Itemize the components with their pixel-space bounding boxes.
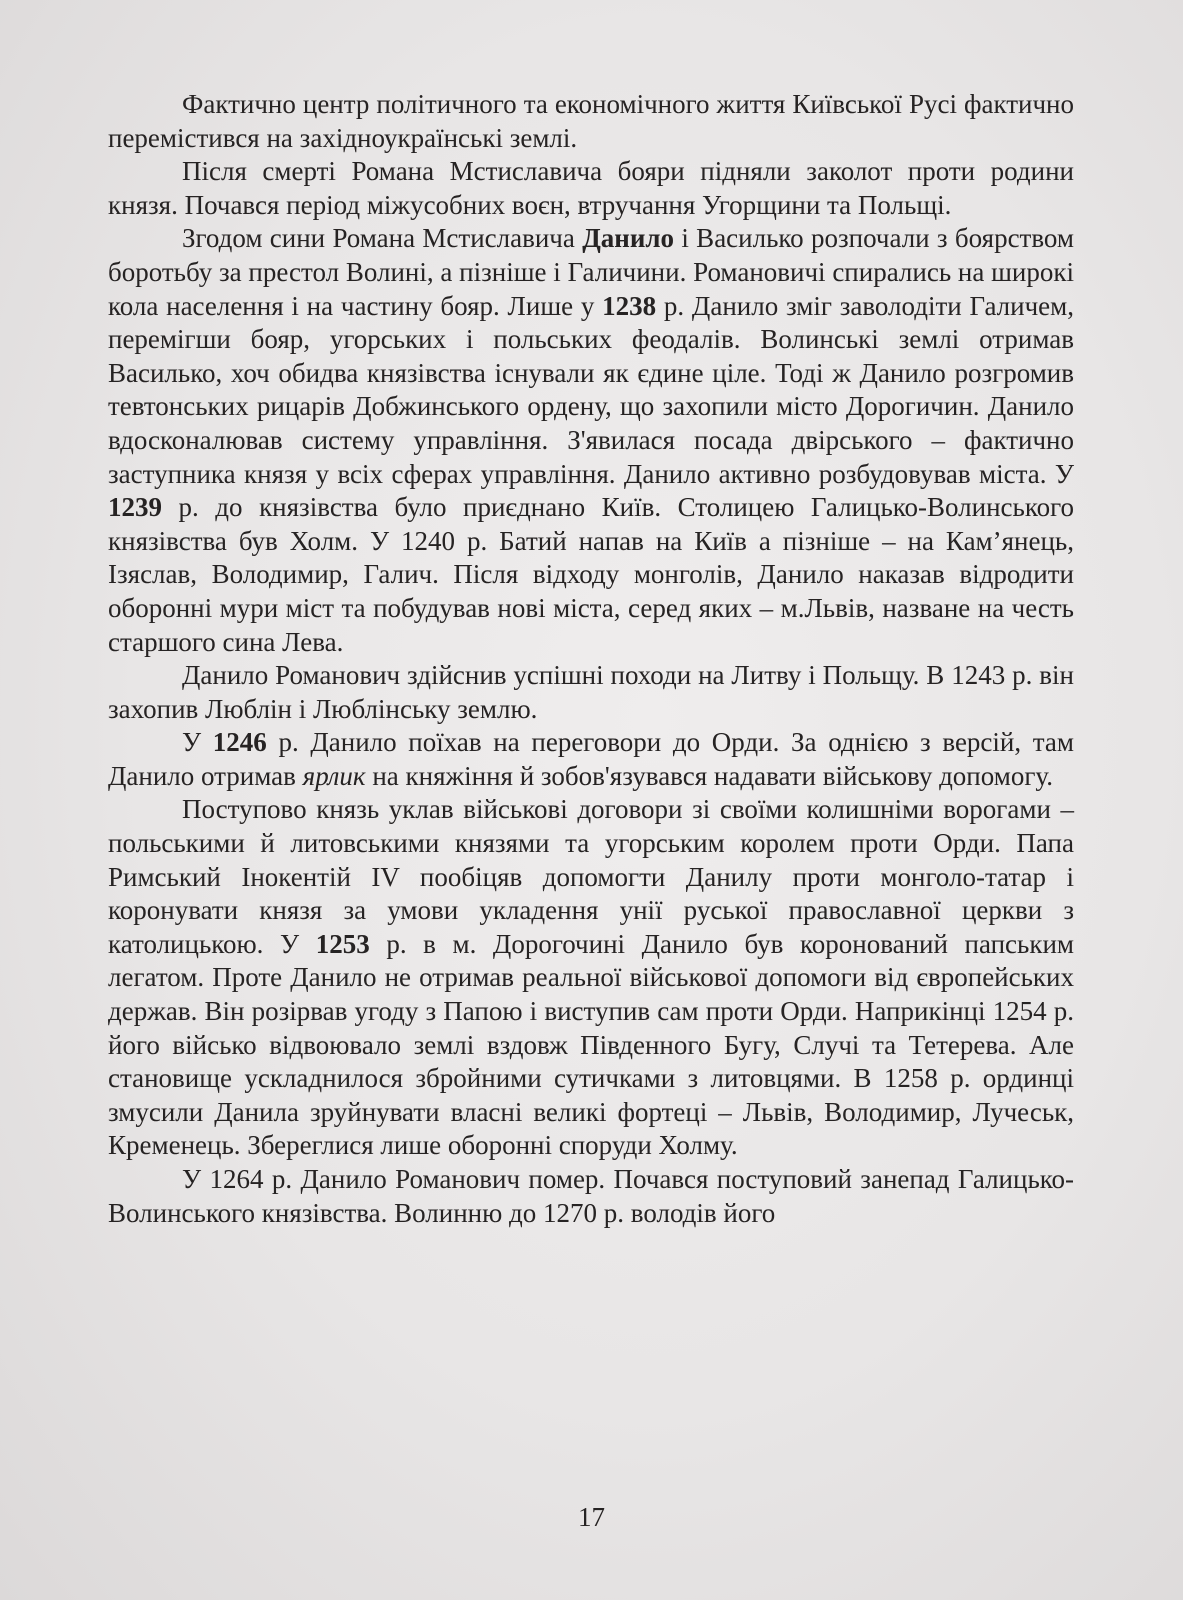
paragraph <box>108 726 1074 793</box>
text-run: на княжіння й зобов'язувався надавати військову допомогу. <box>365 760 1053 791</box>
bold-text: 1246 <box>212 727 267 758</box>
text-run: р. Данило зміг заволодіти Галичем, перемігши бояр, угорських і польських феодалів. Волинські землі отримав Василько, хоч обидва князівства існували як єдине ціле. Тоді ж Данило розгромив тевтонських рицарів Добжинського ордену, що захопили місто Дорогичин. Данило вдосконалював систему управління. З'явилася посада двірського – фактично заступника князя у всіх сферах управління. Данило активно розбудовував міста. У <box>108 290 1074 489</box>
text-run: У <box>182 727 213 758</box>
paragraph <box>108 88 1074 155</box>
paragraph <box>108 155 1074 222</box>
bold-text: Данило <box>582 223 675 254</box>
text-run: і Василько розпочали з боярством боротьбу за престол Волині, а пізніше і Галичини. Романовичі спирались на широкі кола населення і на частину бояр. Лише у <box>108 223 1074 321</box>
bold-text: 1239 <box>108 492 162 523</box>
paragraph <box>108 793 1074 1163</box>
text-run: Згодом сини Романа Мстиславича <box>182 223 583 254</box>
text-run: р. Данило поїхав на переговори до Орди. За однією з версій, там Данило отримав <box>108 727 1074 791</box>
bold-text: 1238 <box>602 290 657 321</box>
text-run: Поступово князь уклав військові договори зі своїми колишніми ворогами – польськими й литовськими князями та угорським королем проти Орди. Папа Римський Інокентій IV пообіцяв допомогти Данилу проти монголо-татар і коронувати князя за умови укладення унії руської православної церкви з католицькою. У <box>108 794 1074 959</box>
text-run: р. в м. Дорогочині Данило був коронований папським легатом. Проте Данило не отримав реальної військової допомоги від європейських держав. Він розірвав угоду з Папою і виступив сам проти Орди. Наприкінці 1254 р. його військо відвоювало землі вздовж Південного Бугу, Случі та Тетерева. Але становище ускладнилося збройними сутичками з литовцями. В 1258 р. ординці змусили Данила зруйнувати власні великі фортеці – Львів, Володимир, Лучеськ, Кременець. Збереглися лише оборонні споруди Холму. <box>108 928 1074 1161</box>
text-run: Фактично центр політичного та економічного життя Київської Русі фактично перемістився на західноукраїнські землі. <box>108 89 1074 153</box>
body-text <box>108 88 1074 1230</box>
paragraph <box>108 222 1074 659</box>
text-run: Після смерті Романа Мстиславича бояри підняли заколот проти родини князя. Почався період міжусобних воєн, втручання Угорщини та Польщі. <box>108 156 1074 220</box>
italic-text: ярлик <box>302 760 366 791</box>
paragraph <box>108 1163 1074 1230</box>
bold-text: 1253 <box>315 928 370 959</box>
page-number: 17 <box>578 1502 605 1532</box>
paragraph <box>108 659 1074 726</box>
text-run: р. до князівства було приєднано Київ. Столицею Галицько-Волинського князівства був Холм. У 1240 р. Батий напав на Київ а пізніше – на Кам’янець, Ізяслав, Володимир, Галич. Після відходу монголів, Данило наказав відродити оборонні мури міст та побудував нові міста, серед яких – м.Львів, назване на честь старшого сина Лева. <box>108 492 1074 657</box>
text-run: У 1264 р. Данило Романович помер. Почався поступовий занепад Галицько-Волинського князівства. Волинню до 1270 р. володів його <box>108 1164 1074 1228</box>
text-run: Данило Романович здійснив успішні походи на Литву і Польщу. В 1243 р. він захопив Люблін і Люблінську землю. <box>108 660 1074 724</box>
